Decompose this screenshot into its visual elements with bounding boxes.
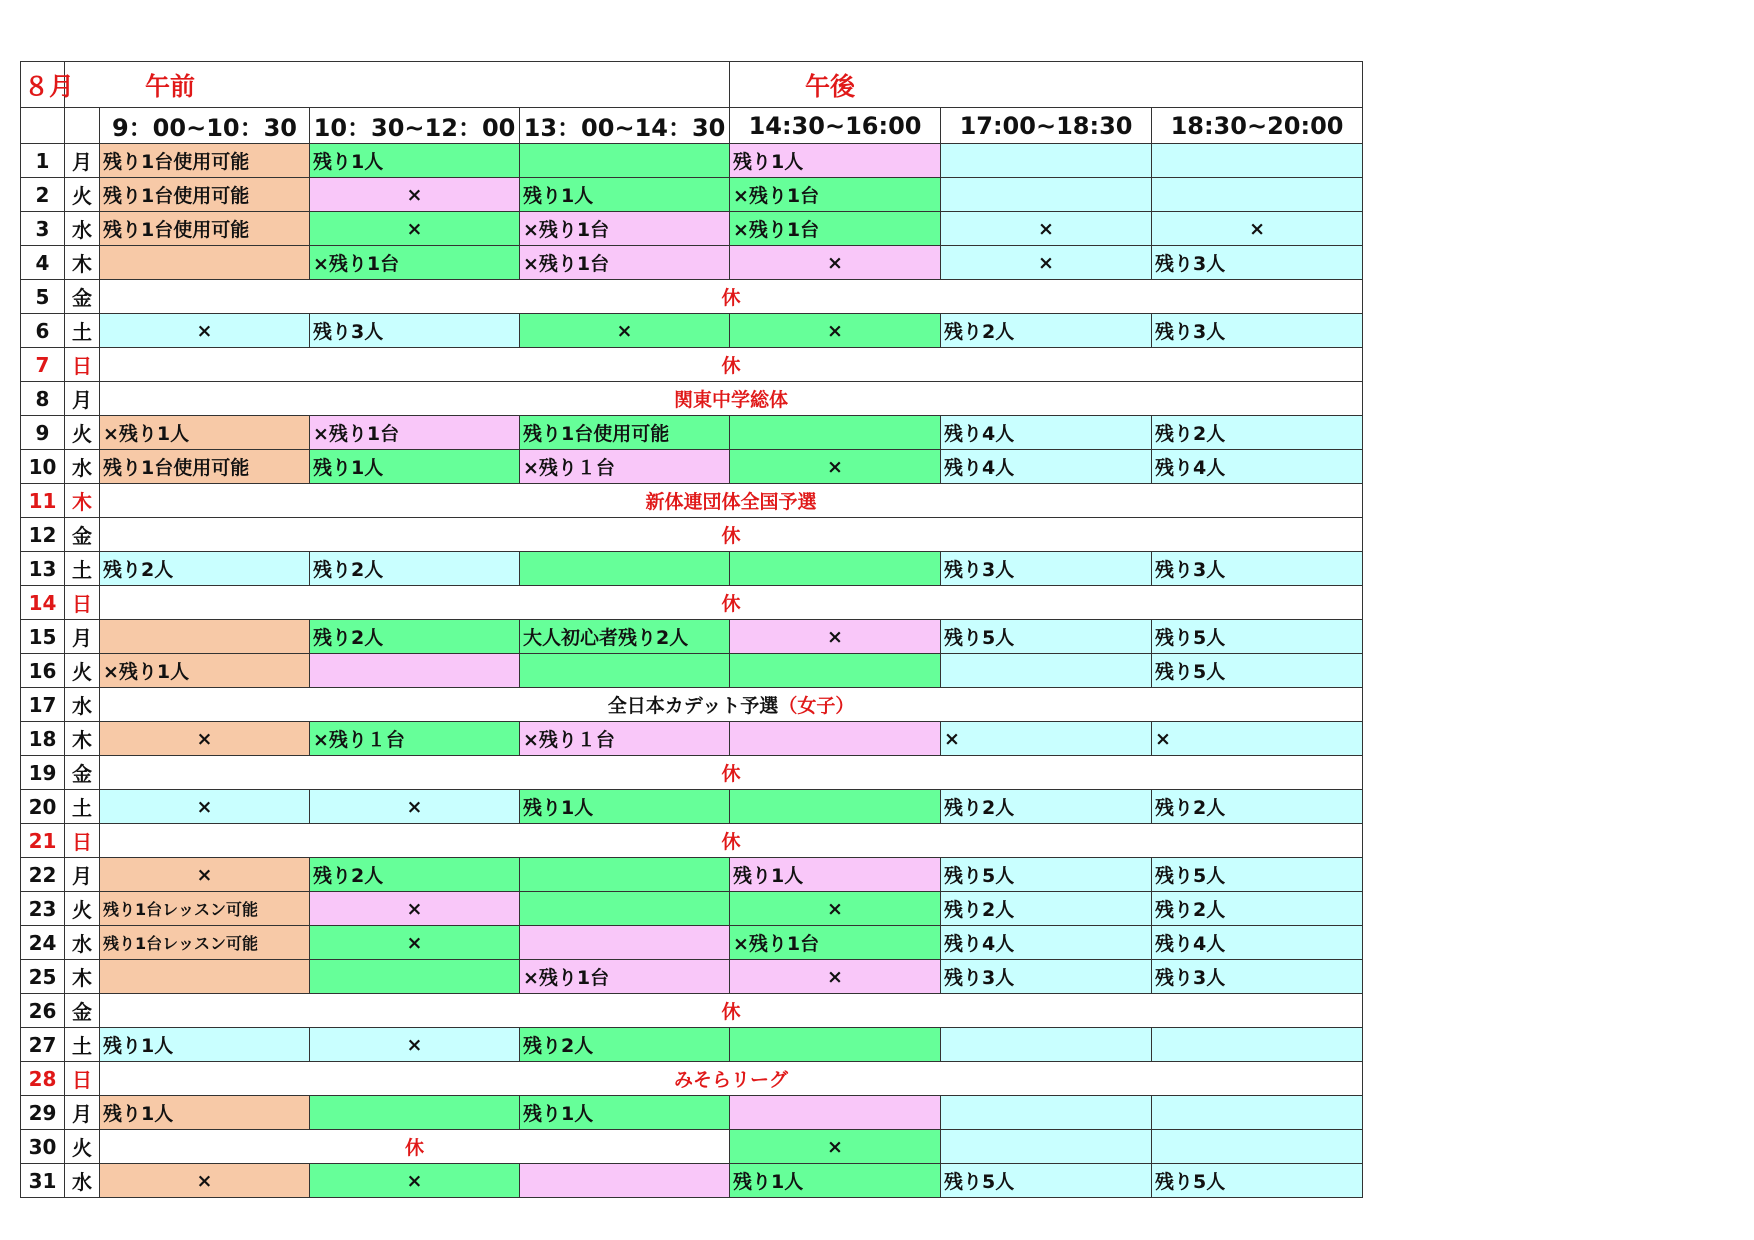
slot-cell: [730, 416, 941, 450]
slot-cell: [730, 722, 941, 756]
day-of-week: 金: [65, 280, 100, 314]
day-number: 7: [21, 348, 65, 382]
slot-cell: 残り2人: [520, 1028, 730, 1062]
day-row: [21, 960, 1363, 994]
day-note-text: 休: [721, 593, 741, 615]
day-note: [100, 1130, 730, 1164]
day-row: [21, 1028, 1363, 1062]
day-number: 5: [21, 280, 65, 314]
slot-cell: ×残り1台: [520, 246, 730, 280]
slot-cell: [520, 858, 730, 892]
day-row: [21, 1096, 1363, 1130]
slot-cell: 残り2人: [310, 552, 520, 586]
slot-cell: 残り4人: [941, 926, 1152, 960]
slot-cell: 残り3人: [941, 960, 1152, 994]
slot-cell: [730, 1028, 941, 1062]
slot-cell: ×残り1台: [310, 246, 520, 280]
slot-cell: [310, 654, 520, 688]
day-of-week: 水: [65, 926, 100, 960]
month-label: ８月: [21, 62, 65, 108]
slot-cell: [310, 1096, 520, 1130]
slot-cell: [730, 654, 941, 688]
slot-row: [21, 108, 1363, 144]
slot-cell: 残り3人: [1152, 314, 1363, 348]
slot-cell: [520, 654, 730, 688]
day-row: [21, 348, 1363, 382]
day-number: 10: [21, 450, 65, 484]
day-number: 3: [21, 212, 65, 246]
day-number: 27: [21, 1028, 65, 1062]
slot-cell: ×: [310, 926, 520, 960]
slot-cell: ×残り1台: [310, 416, 520, 450]
day-of-week: 土: [65, 314, 100, 348]
day-note: [100, 280, 1363, 314]
slot-cell: 残り1台レッスン可能: [100, 892, 310, 926]
day-of-week: 月: [65, 144, 100, 178]
slot-cell: 残り3人: [1152, 552, 1363, 586]
slot-cell: ×: [310, 1028, 520, 1062]
slot-cell: ×: [100, 314, 310, 348]
slot-cell: 残り1台使用可能: [100, 212, 310, 246]
slot-cell: 残り2人: [100, 552, 310, 586]
day-row: [21, 382, 1363, 416]
slot-cell: 残り2人: [941, 892, 1152, 926]
slot-cell: ×: [941, 246, 1152, 280]
day-number: 6: [21, 314, 65, 348]
day-row: [21, 280, 1363, 314]
slot-cell: ×: [730, 960, 941, 994]
day-of-week: 木: [65, 960, 100, 994]
day-of-week: 火: [65, 1130, 100, 1164]
slot-cell: 残り1人: [520, 790, 730, 824]
slot-cell: ×残り1台: [520, 212, 730, 246]
slot-cell: 残り1人: [100, 1028, 310, 1062]
slot-cell: [520, 892, 730, 926]
day-row: [21, 994, 1363, 1028]
slot-cell: 残り5人: [1152, 620, 1363, 654]
day-row: [21, 518, 1363, 552]
slot-cell: ×: [730, 314, 941, 348]
slot-cell: 残り3人: [310, 314, 520, 348]
slot-cell: 残り2人: [1152, 892, 1363, 926]
slot-cell: [520, 1164, 730, 1198]
day-note-text: 休: [405, 1137, 425, 1159]
day-row: [21, 1164, 1363, 1198]
day-of-week: 金: [65, 518, 100, 552]
slot-cell: ×: [941, 212, 1152, 246]
day-row: [21, 824, 1363, 858]
day-of-week: 日: [65, 824, 100, 858]
schedule-table: [20, 61, 1363, 1198]
slot-cell: ×: [310, 1164, 520, 1198]
slot-cell: 残り4人: [1152, 450, 1363, 484]
day-row: [21, 416, 1363, 450]
day-note: [100, 1062, 1363, 1096]
slot-cell: [520, 926, 730, 960]
slot-cell: ×残り1台: [520, 960, 730, 994]
slot-cell: [1152, 144, 1363, 178]
slot-cell: ×残り1台: [730, 926, 941, 960]
slot-cell: ×残り1人: [100, 416, 310, 450]
day-row: [21, 1130, 1363, 1164]
day-number: 24: [21, 926, 65, 960]
day-note: [100, 586, 1363, 620]
slot-cell: 残り1人: [730, 1164, 941, 1198]
slot-cell: 残り1人: [310, 144, 520, 178]
day-number: 15: [21, 620, 65, 654]
slot-cell: 残り1人: [520, 1096, 730, 1130]
slot-header: 13：00~14：30: [520, 108, 730, 144]
day-note-text: 全日本カデット予選: [607, 695, 779, 717]
slot-cell: [730, 552, 941, 586]
day-row: [21, 314, 1363, 348]
day-row: [21, 1062, 1363, 1096]
slot-cell: 残り1台使用可能: [100, 144, 310, 178]
slot-cell: ×: [1152, 722, 1363, 756]
day-of-week: 月: [65, 382, 100, 416]
day-row: [21, 484, 1363, 518]
slot-cell: ×: [310, 892, 520, 926]
slot-cell: 残り5人: [1152, 1164, 1363, 1198]
slot-cell: [941, 654, 1152, 688]
day-note-text: 休: [721, 525, 741, 547]
day-of-week: 水: [65, 450, 100, 484]
day-note-suffix: （女子）: [778, 695, 855, 717]
day-of-week: 土: [65, 552, 100, 586]
day-number: 17: [21, 688, 65, 722]
slot-cell: ×: [100, 858, 310, 892]
slot-cell: [730, 1096, 941, 1130]
slot-cell: [941, 1130, 1152, 1164]
day-note-text: 休: [721, 1001, 741, 1023]
day-note: [100, 518, 1363, 552]
day-note-text: 休: [721, 763, 741, 785]
day-number: 31: [21, 1164, 65, 1198]
day-row: [21, 144, 1363, 178]
day-row: [21, 246, 1363, 280]
slot-cell: 残り2人: [941, 790, 1152, 824]
slot-cell: ×: [100, 790, 310, 824]
day-row: [21, 620, 1363, 654]
slot-cell: ×: [730, 246, 941, 280]
day-note: [100, 994, 1363, 1028]
slot-cell: 残り2人: [310, 858, 520, 892]
day-of-week: 日: [65, 1062, 100, 1096]
day-note: [100, 824, 1363, 858]
slot-header: 18:30~20:00: [1152, 108, 1363, 144]
day-row: [21, 586, 1363, 620]
slot-cell: ×: [730, 620, 941, 654]
slot-cell: ×残り1台: [730, 178, 941, 212]
day-of-week: 水: [65, 1164, 100, 1198]
day-note: [100, 756, 1363, 790]
day-number: 18: [21, 722, 65, 756]
day-row: [21, 212, 1363, 246]
slot-cell: 残り5人: [941, 858, 1152, 892]
slot-cell: 残り2人: [1152, 416, 1363, 450]
day-note-text: みそらリーグ: [674, 1069, 789, 1091]
slot-header: 10：30~12：00: [310, 108, 520, 144]
slot-cell: 残り1台使用可能: [520, 416, 730, 450]
day-number: 28: [21, 1062, 65, 1096]
day-of-week: 水: [65, 212, 100, 246]
slot-cell: ×残り１台: [520, 450, 730, 484]
day-row: [21, 450, 1363, 484]
day-of-week: 日: [65, 348, 100, 382]
slot-cell: 残り1台使用可能: [100, 178, 310, 212]
day-row: [21, 178, 1363, 212]
day-number: 21: [21, 824, 65, 858]
slot-cell: 残り1人: [730, 144, 941, 178]
day-of-week: 金: [65, 994, 100, 1028]
slot-cell: 残り5人: [1152, 858, 1363, 892]
slot-cell: ×: [730, 1130, 941, 1164]
day-number: 25: [21, 960, 65, 994]
slot-cell: ×: [310, 178, 520, 212]
day-of-week: 日: [65, 586, 100, 620]
day-of-week: 水: [65, 688, 100, 722]
pm-label: 午後: [730, 62, 1363, 108]
slot-cell: ×: [100, 722, 310, 756]
day-number: 26: [21, 994, 65, 1028]
day-row: [21, 756, 1363, 790]
day-row: [21, 892, 1363, 926]
slot-cell: ×: [941, 722, 1152, 756]
slot-cell: ×: [520, 314, 730, 348]
day-number: 2: [21, 178, 65, 212]
day-header-blank: [21, 108, 65, 144]
day-number: 8: [21, 382, 65, 416]
day-of-week: 月: [65, 858, 100, 892]
day-number: 19: [21, 756, 65, 790]
day-number: 14: [21, 586, 65, 620]
slot-cell: 残り5人: [1152, 654, 1363, 688]
day-note-text: 休: [721, 287, 741, 309]
day-of-week: 火: [65, 416, 100, 450]
day-of-week: 土: [65, 1028, 100, 1062]
slot-header: 9：00~10：30: [100, 108, 310, 144]
day-number: 11: [21, 484, 65, 518]
slot-cell: 残り2人: [941, 314, 1152, 348]
slot-cell: 残り3人: [1152, 960, 1363, 994]
day-note: [100, 688, 1363, 722]
slot-cell: 残り4人: [941, 450, 1152, 484]
slot-cell: ×: [310, 790, 520, 824]
day-number: 4: [21, 246, 65, 280]
slot-cell: [1152, 178, 1363, 212]
day-of-week: 木: [65, 246, 100, 280]
slot-cell: ×: [730, 892, 941, 926]
slot-cell: ×: [100, 1164, 310, 1198]
slot-cell: 残り4人: [941, 416, 1152, 450]
slot-cell: ×: [1152, 212, 1363, 246]
slot-cell: [730, 790, 941, 824]
day-of-week: 火: [65, 654, 100, 688]
slot-cell: 残り5人: [941, 1164, 1152, 1198]
slot-cell: ×残り１台: [520, 722, 730, 756]
day-of-week: 月: [65, 620, 100, 654]
slot-cell: [520, 144, 730, 178]
header-row: [21, 62, 1363, 108]
slot-cell: ×: [310, 212, 520, 246]
day-number: 30: [21, 1130, 65, 1164]
slot-cell: 残り2人: [310, 620, 520, 654]
dow-header-blank: [65, 108, 100, 144]
day-note-text: 関東中学総体: [674, 389, 789, 411]
slot-cell: 残り1人: [100, 1096, 310, 1130]
slot-header: 17:00~18:30: [941, 108, 1152, 144]
day-number: 9: [21, 416, 65, 450]
slot-header: 14:30~16:00: [730, 108, 941, 144]
slot-cell: 残り1人: [730, 858, 941, 892]
slot-cell: 大人初心者残り2人: [520, 620, 730, 654]
slot-cell: [1152, 1028, 1363, 1062]
day-of-week: 月: [65, 1096, 100, 1130]
day-of-week: 木: [65, 484, 100, 518]
slot-cell: ×: [730, 450, 941, 484]
day-number: 16: [21, 654, 65, 688]
slot-cell: [1152, 1096, 1363, 1130]
day-of-week: 火: [65, 178, 100, 212]
day-note-text: 休: [721, 355, 741, 377]
day-row: [21, 552, 1363, 586]
slot-cell: 残り1台使用可能: [100, 450, 310, 484]
day-number: 29: [21, 1096, 65, 1130]
slot-cell: ×残り１台: [310, 722, 520, 756]
slot-cell: [100, 246, 310, 280]
slot-cell: [941, 1096, 1152, 1130]
day-number: 20: [21, 790, 65, 824]
slot-cell: [941, 1028, 1152, 1062]
slot-cell: 残り1人: [310, 450, 520, 484]
day-note-text: 休: [721, 831, 741, 853]
slot-cell: 残り2人: [1152, 790, 1363, 824]
slot-cell: [310, 960, 520, 994]
day-number: 23: [21, 892, 65, 926]
day-number: 13: [21, 552, 65, 586]
slot-cell: 残り1台レッスン可能: [100, 926, 310, 960]
slot-cell: 残り3人: [941, 552, 1152, 586]
slot-cell: [941, 178, 1152, 212]
slot-cell: [100, 620, 310, 654]
day-of-week: 金: [65, 756, 100, 790]
day-note: [100, 484, 1363, 518]
slot-cell: [520, 552, 730, 586]
slot-cell: 残り3人: [1152, 246, 1363, 280]
day-row: [21, 688, 1363, 722]
day-note: [100, 348, 1363, 382]
slot-cell: [1152, 1130, 1363, 1164]
day-row: [21, 858, 1363, 892]
slot-cell: ×残り1台: [730, 212, 941, 246]
day-row: [21, 722, 1363, 756]
slot-cell: [100, 960, 310, 994]
day-of-week: 火: [65, 892, 100, 926]
day-note-text: 新体連団体全国予選: [645, 491, 817, 513]
am-label: 午前: [65, 62, 730, 108]
day-number: 1: [21, 144, 65, 178]
day-number: 12: [21, 518, 65, 552]
slot-cell: ×残り1人: [100, 654, 310, 688]
day-of-week: 木: [65, 722, 100, 756]
slot-cell: [941, 144, 1152, 178]
day-row: [21, 790, 1363, 824]
day-note: [100, 382, 1363, 416]
slot-cell: 残り4人: [1152, 926, 1363, 960]
slot-cell: 残り5人: [941, 620, 1152, 654]
day-row: [21, 926, 1363, 960]
slot-cell: 残り1人: [520, 178, 730, 212]
day-of-week: 土: [65, 790, 100, 824]
day-row: [21, 654, 1363, 688]
day-number: 22: [21, 858, 65, 892]
